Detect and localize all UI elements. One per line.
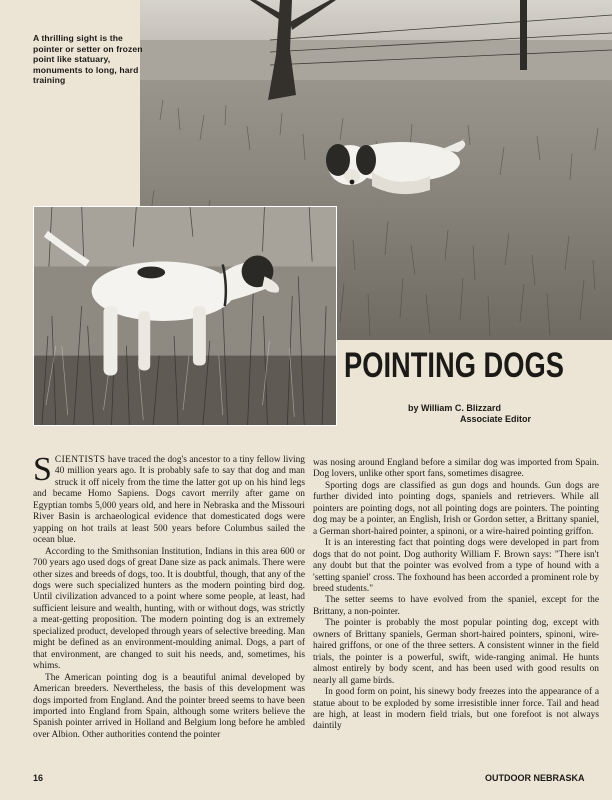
pointer-grass-photo <box>33 206 337 426</box>
byline <box>408 403 608 425</box>
article-paragraph: In good form on point, his sinewy body freezes into the appearance of a statue about to be exploded by some irresistible inner force. Tail and head are high, at least in modern field trials, but one forefoot is not always daintily <box>313 687 599 732</box>
article-paragraph: The pointer is probably the most popular pointing dog, except with owners of Brittany spaniels, German short-haired pointers, spinoni, wire-haired griffons, or one of the three setters. A consistent winner in the field trials, the pointer is a powerful, swift, wide-ranging animal. He hunts almost entirely by body scent, and has been used with good results on nearly all game birds. <box>313 618 599 686</box>
drop-cap: S <box>33 451 52 488</box>
paragraph-text: have traced the dog's ancestor to a tiny fellow living 40 million years ago. It is probably safe to say that dog and man struck it off nicely from the time the latter got up on his hind legs and became Homo Sapiens. Dogs cavort merrily after game on Egyptian tombs 5,000 years old, and here in Nebraska and the Missouri River Basin is archaeological evidence that domesticated dogs were yapping on hot trails at least 500 years before Columbus sailed the ocean blue. <box>33 455 305 546</box>
article-paragraph: Sporting dogs are classified as gun dogs and hounds. Gun dogs are further divided into pointing dogs, spaniels and retrievers. While all pointers are pointing dogs, not all pointing dogs are pointers. The pointing dog may be a pointer, an English, Irish or Gordon setter, a Brittany spaniel, a German short-haired pointer, a spinoni, or a wire-haired pointing griffon. <box>313 480 599 537</box>
article-paragraph: It is an interesting fact that pointing dogs were developed in part from dogs that do not point. Dog authority William F. Brown says: "There isn't any doubt but that the pointer was evolved from a type of hound with a 'setting spaniel' cross. The foxhound has been accorded a prominent role by breed students." <box>313 538 599 594</box>
article-paragraph: was nosing around England before a similar dog was imported from Spain. Dog lovers, unlike other sport fans, sometimes disagree. <box>313 458 599 480</box>
article-paragraph: According to the Smithsonian Institution, Indians in this area 600 or 700 years ago used dogs of great Dane size as pack animals. There were other sizes and breeds of dogs, too. It is doubtful, though, that any of the dogs were such specialized hunters as the modern pointing bird dog. Until civilization advanced to a point where some people, at least, had sufficient leisure and wealth, hunting, with or without dogs, was strictly a meat-getting proposition. The modern pointing dog is an extremely specialized product, developed through years of selective breeding. Man might be defined as an environment-moulding animal. Dogs, a part of that environment, are changed to suit his needs, and, sometimes, his whims. <box>33 546 305 672</box>
article-paragraph: The American pointing dog is a beautiful animal developed by American breeders. Nevertheless, the basis of this development was dogs imported from England. And the pointer breed seems to have been imported into England from Spain, although some writers believe the Spanish pointer arrived in Holland and Belgium long before he ambled over Albion. Other authorities contend the pointer <box>33 672 305 740</box>
article-paragraph: The setter seems to have evolved from the spaniel, except for the Brittany, a non-pointer. <box>313 595 599 617</box>
lead-caps: CIENTISTS <box>54 455 106 465</box>
article-title: POINTING DOGS <box>344 346 564 385</box>
article-column-left <box>33 451 305 741</box>
magazine-name: OUTDOOR NEBRASKA <box>485 773 585 783</box>
page-number: 16 <box>33 773 44 783</box>
article-paragraph <box>33 451 305 547</box>
author-name: by William C. Blizzard <box>408 403 501 413</box>
author-role: Associate Editor <box>460 414 532 424</box>
article-column-right <box>313 458 599 733</box>
photo-caption: A thrilling sight is the pointer or setter on frozen point like statuary, monuments to long, hard training <box>33 33 143 86</box>
